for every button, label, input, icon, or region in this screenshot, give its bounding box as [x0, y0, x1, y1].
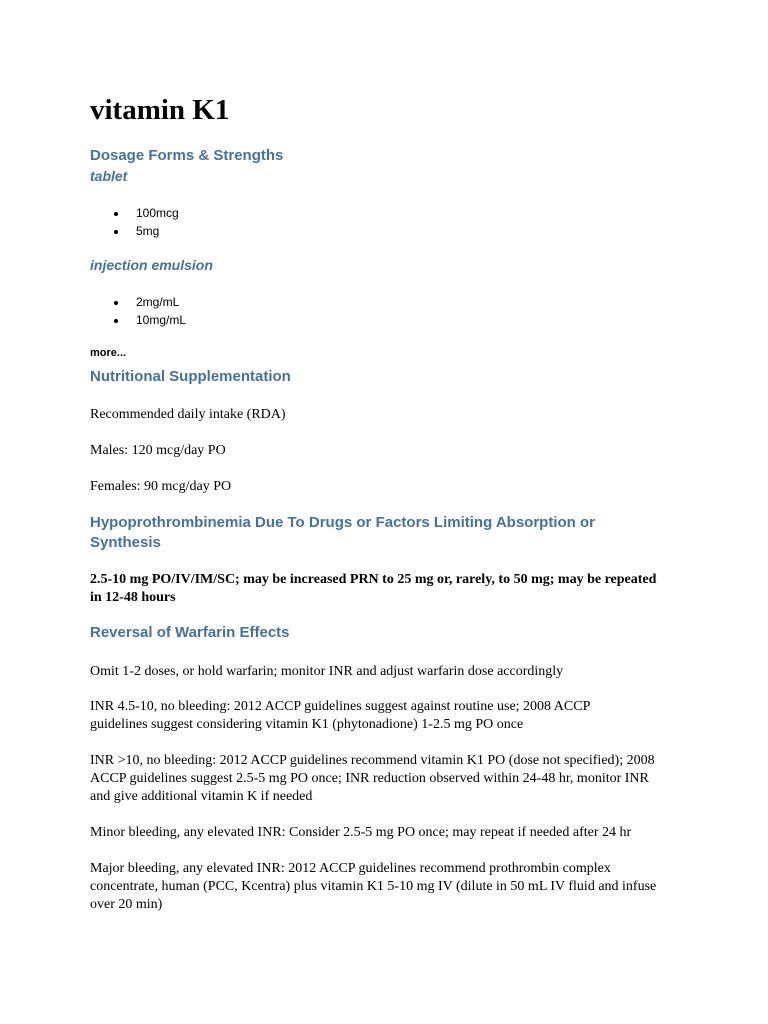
warfarin-p4: Minor bleeding, any elevated INR: Consider 2.5-5 mg PO once; may repeat if needed after 24 hr [90, 825, 632, 840]
list-item: 100mcg [90, 204, 179, 222]
warfarin-p5: Major bleeding, any elevated INR: 2012 ACCP guidelines recommend prothrombin complex concentrate, human (PCC, Kcentra) plus vitamin K1 5-10 mg IV (dilute in 50 mL IV fluid and infuse over 20 min) [90, 861, 657, 912]
females-text: Females: 90 mcg/day PO [90, 479, 232, 494]
page-title: vitamin K1 [90, 94, 230, 126]
nutrition-heading: Nutritional Supplementation [90, 368, 291, 385]
list-item: 5mg [90, 222, 179, 240]
warfarin-p1: Omit 1-2 doses, or hold warfarin; monitor INR and adjust warfarin dose accordingly [90, 664, 564, 679]
dosage-heading: Dosage Forms & Strengths [90, 147, 284, 164]
more-link[interactable]: more... [90, 347, 127, 359]
injection-subheading: injection emulsion [90, 257, 213, 273]
warfarin-p2: INR 4.5-10, no bleeding: 2012 ACCP guidelines suggest against routine use; 2008 ACCP guidelines suggest considering vitamin K1 (phytonadione) 1-2.5 mg PO once [90, 699, 590, 732]
tablet-strength-list [90, 204, 179, 240]
hypo-heading: Hypoprothrombinemia Due To Drugs or Factors Limiting Absorption or Synthesis [90, 514, 596, 551]
tablet-subheading: tablet [90, 168, 128, 184]
rda-text: Recommended daily intake (RDA) [90, 407, 286, 422]
hypo-dose-text: 2.5-10 mg PO/IV/IM/SC; may be increased PRN to 25 mg or, rarely, to 50 mg; may be repeated in 12-48 hours [90, 572, 657, 605]
warfarin-heading: Reversal of Warfarin Effects [90, 624, 290, 641]
males-text: Males: 120 mcg/day PO [90, 443, 226, 458]
list-item: 2mg/mL [90, 293, 186, 311]
warfarin-p3: INR >10, no bleeding: 2012 ACCP guidelines recommend vitamin K1 PO (dose not specified); 2008 ACCP guidelines suggest 2.5-5 mg PO once; INR reduction observed within 24-48 hr, monitor INR and give additional vitamin K if needed [90, 753, 655, 804]
list-item: 10mg/mL [90, 311, 186, 329]
injection-strength-list [90, 293, 186, 329]
